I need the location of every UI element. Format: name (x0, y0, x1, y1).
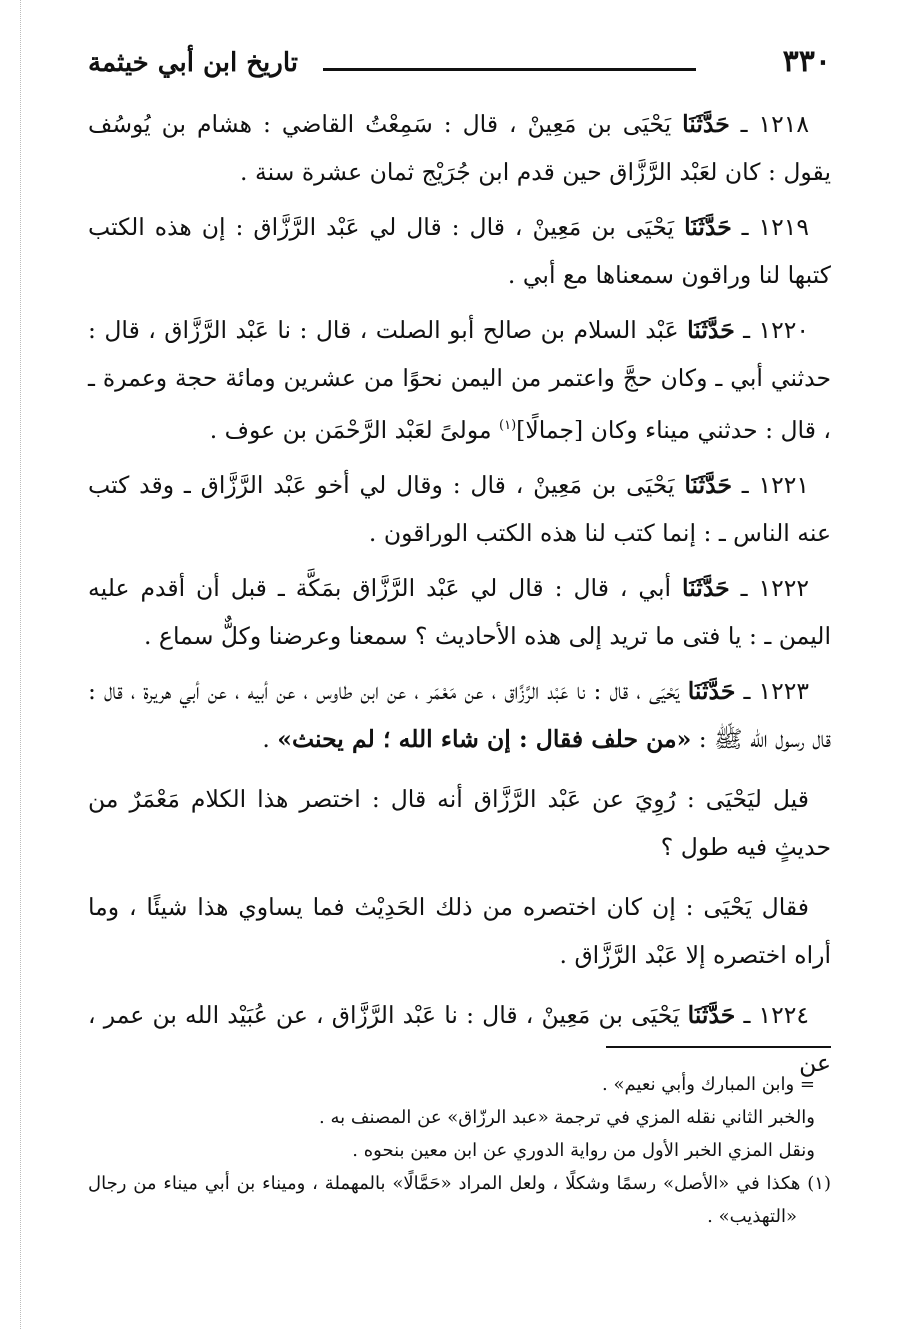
hadith-number: ١٢٢٣ ـ (735, 676, 809, 705)
hadith-text: عَبْد السلام بن صالح أبو الصلت ، قال : نا عَبْد الرَّزَّاق ، قال : حدثني أبي ـ وكان حجَّ واعتمر من اليمن نحوًا من عشرين ومائة حجة وعمرة ـ ، قال : حدثني ميناء وكان [جمالًا] (88, 316, 831, 444)
commentary-paragraph (88, 775, 831, 871)
hadith-text-end: . (262, 724, 278, 753)
commentary-text: قيل ليَحْيَى : رُوِيَ عن عَبْد الرَّزَّاق أنه قال : اختصر هذا الكلام مَعْمَرٌ من حديثٍ فيه طول ؟ (88, 784, 831, 861)
page-number: ٣٣٠ (782, 44, 831, 79)
hadith-text: يَحْيَى بن مَعِينْ ، قال : سَمِعْتُ القاضي : هشام بن يُوسُف يقول : كان لعَبْد الرَّزَّاق حين قدم ابن جُرَيْج ثمان عشرة سنة . (88, 110, 831, 186)
hadith-text: أبي ، قال : قال لي عَبْد الرَّزَّاق بمَكَّة ـ قبل أن أقدم عليه اليمن ـ : يا فتى ما تريد إلى هذه الأحاديث ؟ سمعنا وعرضنا وكلٌّ سماع . (88, 573, 831, 650)
hadith-number: ١٢١٨ ـ (729, 110, 809, 138)
hadith-1220 (88, 306, 831, 454)
footnote-rule (606, 1046, 831, 1048)
scan-margin-dots (20, 0, 21, 1329)
header-rule (323, 68, 696, 71)
hadith-number: ١٢٢١ ـ (731, 470, 809, 499)
narration-lead: حَدَّثَنَا (687, 1000, 736, 1029)
page-header (88, 38, 831, 88)
hadith-number: ١٢٢٤ ـ (735, 1000, 809, 1029)
hadith-text: يَحْيَى ، قال : نا عَبْد الرَّزَّاق ، عن مَعْمَر ، عن ابن طاوس ، عن أبيه ، عن أبي هريرة ، قال : قال رسول الله ﷺ : (88, 676, 831, 753)
hadith-text: يَحْيَى بن مَعِينْ ، قال : قال لي عَبْد الرَّزَّاق : إن هذه الكتب كتبها لنا وراقون سمعناها مع أبي . (88, 213, 831, 289)
hadith-number: ١٢١٩ ـ (731, 213, 810, 241)
hadith-1218 (88, 100, 831, 196)
hadith-1223 (88, 667, 831, 763)
commentary-paragraph (88, 883, 831, 979)
narration-lead: حَدَّثَنَا (682, 573, 730, 602)
hadith-text-continued: مولىً لعَبْد الرَّحْمَن بن عوف . (209, 415, 500, 444)
commentary-text: فقال يَحْيَى : إن كان اختصره من ذلك الحَدِيْث فما يساوي هذا شيئًا ، وما أراه اختصره إلا عَبْد الرَّزَّاق . (88, 892, 831, 969)
narration-lead: حَدَّثَنَا (687, 316, 735, 344)
hadith-text: يَحْيَى بن مَعِينْ ، قال : وقال لي أخو عَبْد الرَّزَّاق ـ وقد كتب عنه الناس ـ : إنما كتب لنا هذه الكتب الوراقون . (88, 470, 831, 547)
narration-lead: حَدَّثَنَا (684, 470, 732, 499)
narration-lead: حَدَّثَنَا (682, 110, 730, 138)
footnote-continuation: = وابن المبارك وأبي نعيم» . (602, 1074, 815, 1095)
hadith-number: ١٢٢٠ ـ (734, 316, 809, 344)
footnote-reference: (١) (499, 418, 517, 433)
footnote-1: (١) هكذا في «الأصل» رسمًا وشكلًا ، ولعل المراد «حَمَّالًا» بالمهملة ، وميناء بن أبي ميناء من رجال «التهذيب» . (88, 1173, 831, 1227)
hadith-text: يَحْيَى بن مَعِينْ ، قال : نا عَبْد الرَّزَّاق ، عن عُبَيْد الله بن عمر ، عن (88, 1000, 831, 1077)
narration-lead: حَدَّثَنَا (684, 213, 732, 241)
prophetic-quote: «من حلف فقال : إن شاء الله ؛ لم يحنث» (277, 724, 692, 753)
main-text (88, 100, 831, 1094)
footnote-continuation: ونقل المزي الخبر الأول من رواية الدوري عن ابن معين بنحوه . (352, 1140, 815, 1161)
narration-lead: حَدَّثَنَا (687, 676, 736, 705)
footnote-continuation: والخبر الثاني نقله المزي في ترجمة «عبد الرزّاق» عن المصنف به . (319, 1107, 815, 1128)
hadith-1222 (88, 564, 831, 660)
footnotes (88, 1068, 831, 1233)
hadith-1221 (88, 461, 831, 557)
book-title: تاريخ ابن أبي خيثمة (88, 48, 299, 78)
hadith-1219 (88, 203, 831, 299)
hadith-number: ١٢٢٢ ـ (729, 573, 809, 602)
